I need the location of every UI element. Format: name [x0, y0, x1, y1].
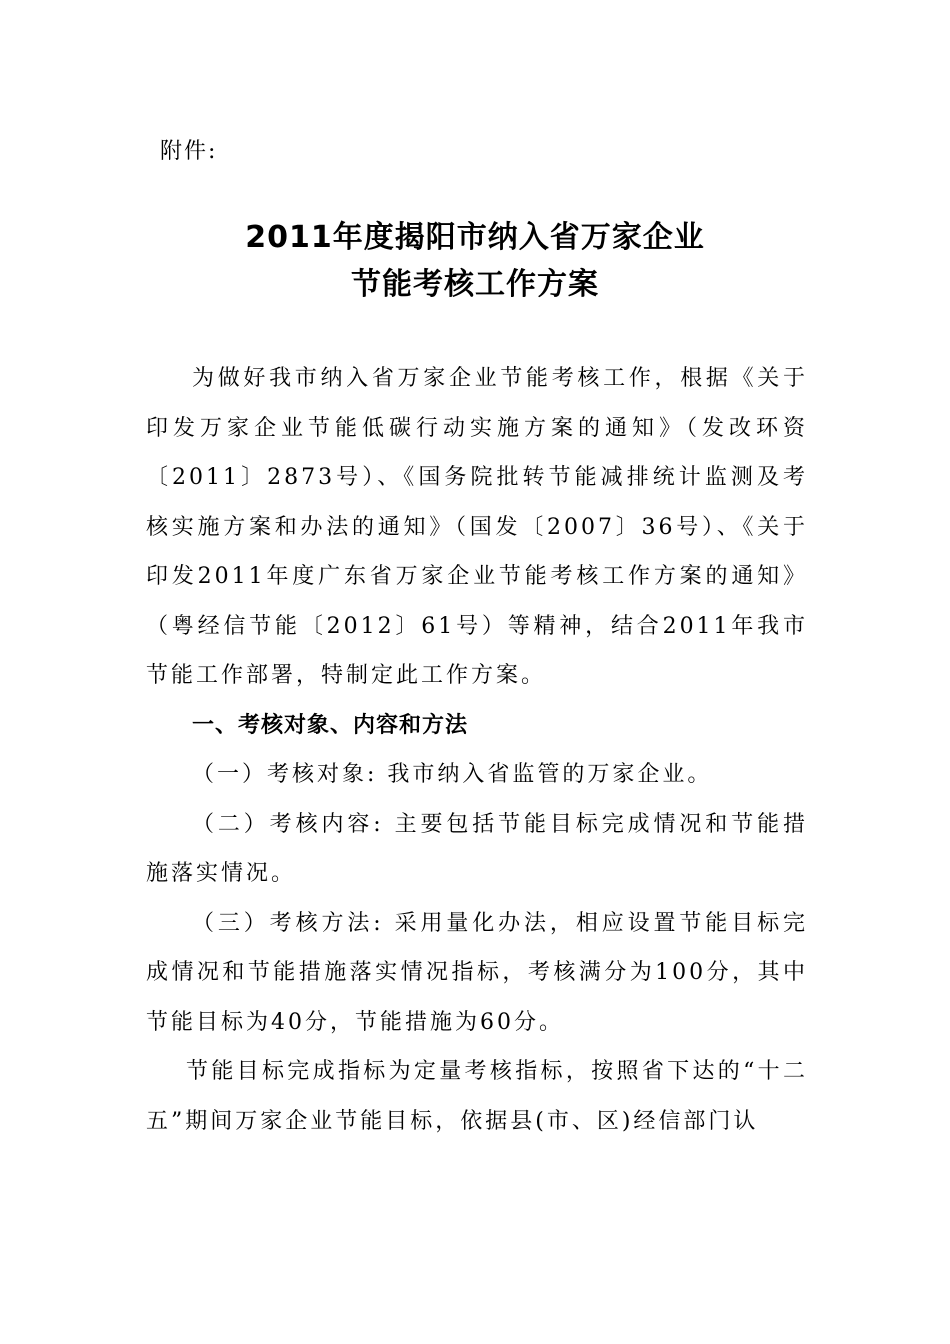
- paragraph-assessment-content: （二）考核内容: 主要包括节能目标完成情况和节能措施落实情况。: [146, 811, 808, 886]
- intro-paragraph: 为做好我市纳入省万家企业节能考核工作，根据《关于印发万家企业节能低碳行动实施方案的通知》（发改环资〔2011〕2873号）、《国务院批转节能减排统计监测及考核实施方案和办法的通知》（国发〔2007〕36号）、《关于印发2011年度广东省万家企业节能考核工作方案的通知》（粤经信节能〔2012〕61号）等精神，结合2011年我市节能工作部署，特制定此工作方案。: [146, 366, 808, 688]
- paragraph-assessment-target: （一）考核对象: 我市纳入省监管的万家企业。: [192, 762, 713, 787]
- document-title-line-1: 2011年度揭阳市纳入省万家企业: [245, 220, 705, 255]
- paragraph-target-indicator: 节能目标完成指标为定量考核指标，按照省下达的“十二五”期间万家企业节能目标，依据县(市、区)经信部门认: [146, 1059, 808, 1134]
- attachment-label: 附件:: [160, 139, 218, 164]
- paragraph-assessment-method: （三）考核方法: 采用量化办法，相应设置节能目标完成情况和节能措施落实情况指标，考核满分为100分，其中节能目标为40分，节能措施为60分。: [146, 910, 808, 1035]
- document-title-line-2: 节能考核工作方案: [351, 267, 599, 302]
- section-heading: 一、考核对象、内容和方法: [192, 712, 469, 738]
- document-body: [146, 354, 808, 1146]
